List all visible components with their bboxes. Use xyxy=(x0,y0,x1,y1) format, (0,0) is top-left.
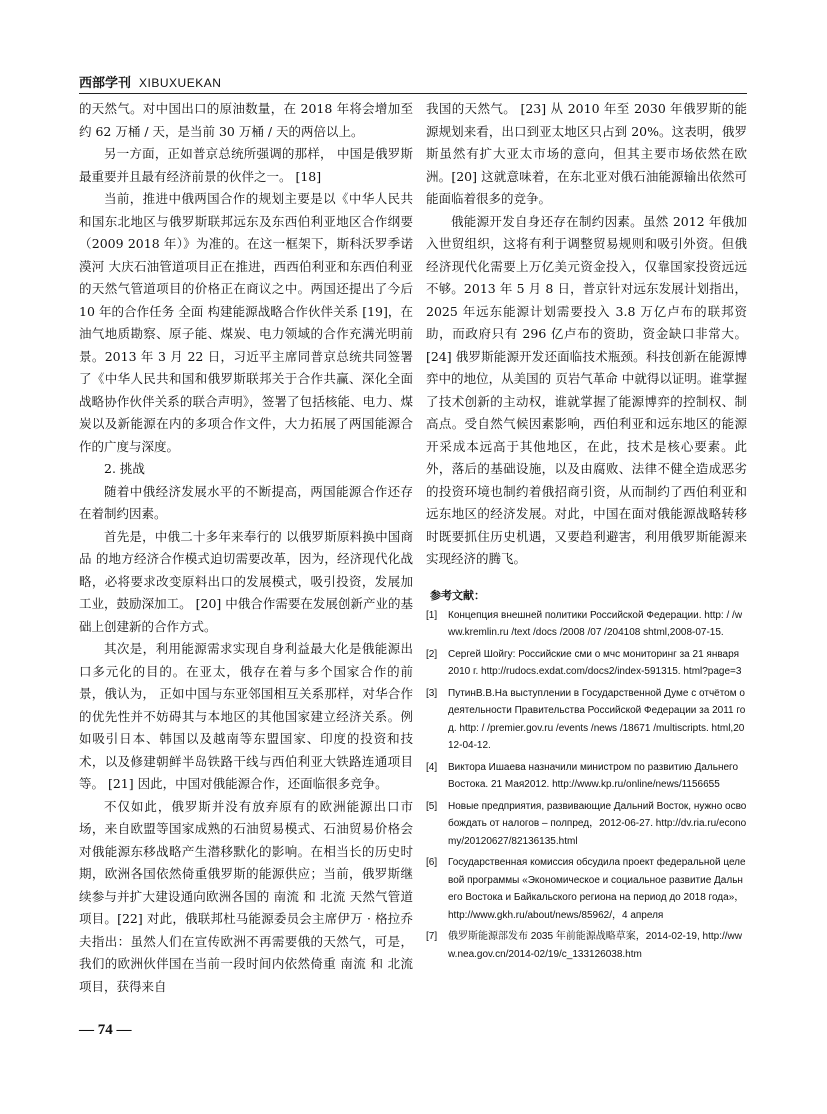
reference-number: [7] xyxy=(426,931,438,942)
references-title: 参考文献： xyxy=(430,588,485,602)
reference-number: [2] xyxy=(426,648,438,660)
reference-text: Концепция внешней политики Российской Федерации. http: / /www.kremlin.ru /text /docs /2008 /07 /204108 shtml,2008-07-15. xyxy=(448,609,743,638)
reference-text: Сергей Шойгу: Российские сми о мчс мониторинг за 21 января 2010 г. http://rudocs.exdat.com/docs2/index-591315. html?page=3 xyxy=(448,648,742,677)
reference-text: Новые предприятия, развивающие Дальний Восток, нужно освобождать от налогов – полпред，2012-06-27. http://dv.ria.ru/economy/20120627/82136135.html xyxy=(448,800,747,847)
reference-item xyxy=(426,646,747,681)
reference-item xyxy=(426,854,747,924)
body-paragraph: 的天然气。对中国出口的原油数量，在 2018 年将会增加至约 62 万桶 / 天，是当前 30 万桶 / 天的两倍以上。 xyxy=(79,101,413,139)
left-column xyxy=(79,98,413,998)
body-paragraph: 俄能源开发自身还存在制约因素。虽然 2012 年俄加入世贸组织，这将有利于调整贸易规则和吸引外资。但俄经济现代化需要上万亿美元资金投入，仅靠国家投资远远不够。2013 年 5 月 8 日，普京针对远东发展计划指出，2025 年远东能源计划需要投入 3.8 万亿卢布的联邦资助，而政府只有 296 亿卢布的资助，资金缺口非常大。[24] 俄罗斯能源开发还面临技术瓶颈。科技创新在能源博弈中的地位，从美国的 页岩气革命 中就得以证明。谁掌握了技术创新的主动权，谁就掌握了能源博弈的控制权、制高点。受自然气候因素影响，西伯利亚和远东地区的能源开采成本远高于其他地区，在此，技术是核心要素。此外，落后的基础设施，以及由腐败、法律不健全造成恶劣的投资环境也制约着俄招商引资，从而制约了西伯利亚和远东地区的经济发展。对此，中国在面对俄能源战略转移时既要抓住历史机遇，又要趋利避害，利用俄罗斯能源来实现经济的腾飞。 xyxy=(426,213,747,566)
body-paragraph: 其次是，利用能源需求实现自身利益最大化是俄能源出口多元化的目的。在亚太，俄存在着与多个国家合作的前景，俄认为， 正如中国与东亚邻国相互关系那样，对华合作的优先性并不妨碍其与本地区的其他国家建立经济关系。例如吸引日本、韩国以及越南等东盟国家、印度的投资和技术，以及修建朝鲜半岛铁路干线与西伯利亚大铁路连通项目等。 [21] 因此，中国对俄能源合作，还面临很多竞争。 xyxy=(79,641,413,791)
reference-item xyxy=(426,685,747,755)
header-rule xyxy=(79,93,747,94)
references-list xyxy=(426,607,747,964)
body-paragraph: 我国的天然气。 [23] 从 2010 年至 2030 年俄罗斯的能源规划来看，出口到亚太地区只占到 20%。这表明，俄罗斯虽然有扩大亚太市场的意向，但其主要市场依然在欧洲。[20] 这就意味着，在东北亚对俄石油能源输出依然可能面临着很多的竞争。 xyxy=(426,101,747,206)
reference-text: ПутинВ.В.На выступлении в Государственной Думе с отчётом о деятельности Правительства Российской Федерации за 2011 год. http: / /premier.gov.ru /events /news /18671 /multiscripts. html,2012-04-12. xyxy=(448,687,746,751)
reference-text: Государственная комиссия обсудила проект федеральной целевой программы «Экономическое и социальное развитие Дальнего Востока и Байкальского региона на период до 2018 года»，http://www.gkh.ru/about/news/85962/，4 апреля xyxy=(448,857,746,921)
running-header xyxy=(79,72,747,92)
reference-number: [6] xyxy=(426,857,438,868)
reference-item xyxy=(426,798,747,851)
body-paragraph: 当前，推进中俄两国合作的规划主要是以《中华人民共和国东北地区与俄罗斯联邦远东及东西伯利亚地区合作纲要（2009 2018 年）》为准的。在这一框架下，斯科沃罗季诺 漠河 大庆石油管道项目正在推进，西西伯利亚和东西伯利亚的天然气管道项目的价格正在商议之中。两国还提出了今后 10 年的合作任务 全面 构建能源战略合作伙伴关系 [19]，在油气地质勘察、原子能、煤炭、电力领域的合作充满光明前景。2013 年 3 月 22 日，习近平主席同普京总统共同签署了《中华人民共和国和俄罗斯联邦关于合作共赢、深化全面战略协作伙伴关系的联合声明》，签署了包括核能、电力、煤炭以及新能源在内的多项合作文件，大力拓展了两国能源合作的广度与深度。 xyxy=(79,191,413,454)
right-column-body xyxy=(426,98,747,571)
journal-title-latin: XIBUXUEKAN xyxy=(139,76,222,90)
reference-item xyxy=(426,928,747,963)
reference-text: Виктора Ишаева назначили министром по развитию Дальнего Востока. 21 Мая2012. http://www.kp.ru/online/news/1156655 xyxy=(448,761,739,790)
reference-number: [5] xyxy=(426,800,438,812)
body-paragraph: 另一方面，正如普京总统所强调的那样， 中国是俄罗斯最重要并且最有经济前景的伙伴之一。 [18] xyxy=(79,146,413,184)
reference-text: 俄罗斯能源部发布 2035 年前能源战略草案，2014-02-19, http://www.nea.gov.cn/2014-02/19/c_133126038.htm xyxy=(448,931,742,960)
body-paragraph: 不仅如此，俄罗斯并没有放弃原有的欧洲能源出口市场，来自欧盟等国家成熟的石油贸易模式、石油贸易价格会对俄能源东移战略产生潜移默化的影响。在相当长的历史时期，欧洲各国依然倚重俄罗斯的能源供应；当前，俄罗斯继续参与并扩大建设通向欧洲各国的 南流 和 北流 天然气管道项目。[22] 对此，俄联邦杜马能源委员会主席伊万 · 格拉乔夫指出：虽然人们在宣传欧洲不再需要俄的天然气，可是，我们的欧洲伙伴国在当前一段时间内依然倚重 南流 和 北流 项目，获得来自 xyxy=(79,798,413,994)
section-heading: 2. 挑战 xyxy=(104,461,145,476)
right-column xyxy=(426,98,747,967)
reference-number: [3] xyxy=(426,687,438,699)
journal-title: 西部学刊 xyxy=(79,76,132,91)
reference-number: [1] xyxy=(426,609,438,621)
reference-number: [4] xyxy=(426,761,438,773)
body-paragraph: 随着中俄经济发展水平的不断提高，两国能源合作还存在着制约因素。 xyxy=(79,483,413,521)
reference-item xyxy=(426,607,747,642)
reference-item xyxy=(426,759,747,794)
body-paragraph: 首先是，中俄二十多年来奉行的 以俄罗斯原料换中国商品 的地方经济合作模式迫切需要改革，因为，经济现代化战略，必将要求改变原料出口的发展模式，吸引投资，发展加工业，鼓励深加工。 [20] 中俄合作需要在发展创新产业的基础上创建新的合作方式。 xyxy=(79,528,413,634)
page-number: — 74 — xyxy=(79,1022,132,1038)
